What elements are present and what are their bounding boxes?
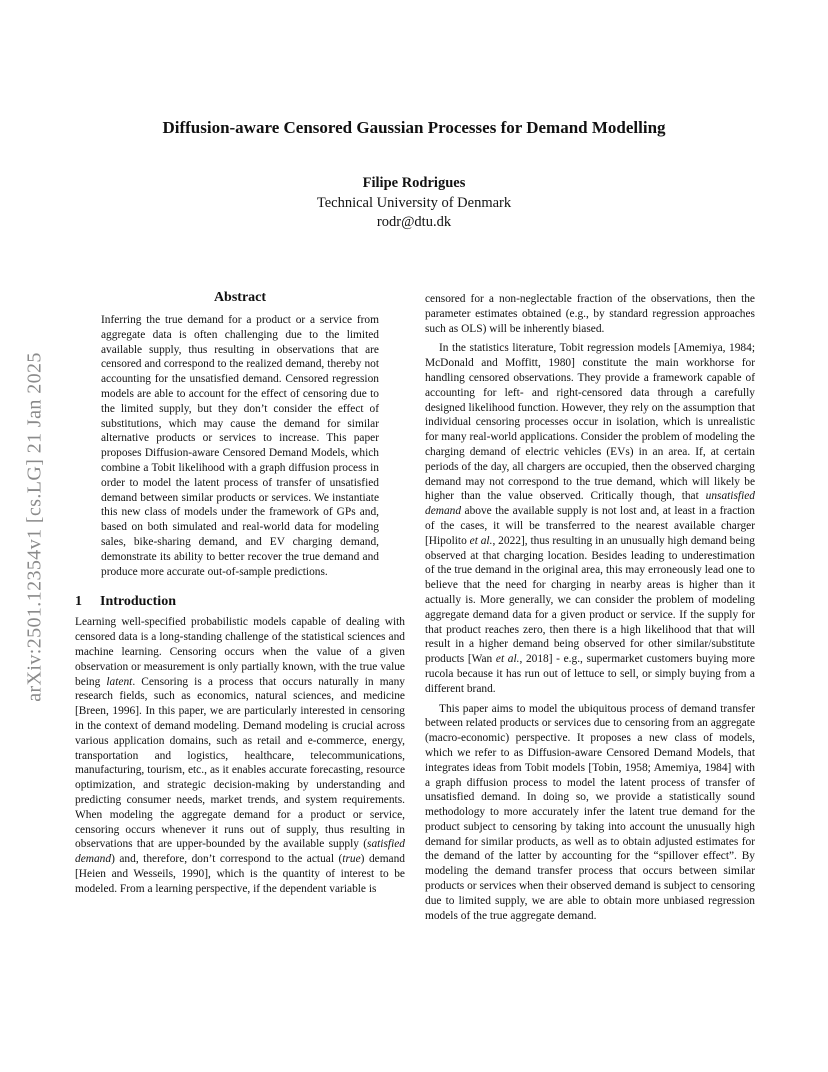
section-heading-introduction bbox=[75, 594, 405, 610]
intro-paragraph-3: This paper aims to model the ubiquitous process of demand transfer between related products or services due to censoring from an aggregate (macro-economic) perspective. It proposes a new class of models, which we refer to as Diffusion-aware Censored Demand Models, that integrates ideas from Tobit models [Tobin, 1958; Amemiya, 1984] with a graph diffusion process to model the latent process of transfer of unsatisfied demand. In doing so, we provide a statistically sound methodology to more accurately infer the latent true demand for the product subject to censoring by taking into account the unusually high demand for similar products, as well as to obtain adjusted estimates for the demand of the latter by accounting for the “spillover effect”. By modeling the demand transfer process that occurs between similar products or services when their observed demand is subject to censoring due to limited supply, we are able to obtain more unbiased regression models of the true aggregate demand. bbox=[425, 702, 755, 922]
section-title: Introduction bbox=[100, 594, 176, 610]
author-name: Filipe Rodrigues bbox=[362, 175, 466, 191]
author-block bbox=[0, 174, 828, 233]
arxiv-stamp: arXiv:2501.12354v1 [cs.LG] 21 Jan 2025 bbox=[23, 352, 46, 702]
left-column bbox=[75, 290, 405, 896]
author-affiliation: Technical University of Denmark bbox=[316, 194, 512, 211]
intro-paragraph-1: Learning well-specified probabilistic models capable of dealing with censored data is a long-standing challenge of the statistical sciences and machine learning. Censoring occurs when the value of a given observation or measurement is only partially known, with the true value being latent. Censoring is a process that occurs naturally in many research fields, such as economics, natural sciences, and medicine [Breen, 1996]. In this paper, we are particularly interested in censoring in the context of demand modeling. Demand modeling is crucial across various application domains, such as retail and e-commerce, energy, transportation and logistics, healthcare, telecommunications, manufacturing, tourism, etc., as it enables accurate forecasting, resource optimization, and strategic decision-making by understanding and predicting consumer needs, market trends, and system requirements. When modeling the aggregate demand for a product or service, censoring occurs whenever it runs out of supply, thus resulting in observations that are upper-bounded by the available supply (satisfied demand) and, therefore, don’t correspond to the actual (true) demand [Heien and Wesseils, 1990], which is the quantity of interest to be modeled. From a learning perspective, if the dependent variable is bbox=[75, 616, 406, 895]
emphasis-latent: latent bbox=[106, 675, 133, 688]
abstract-heading: Abstract bbox=[213, 290, 267, 305]
intro-paragraph-1-continued: censored for a non-neglectable fraction of the observations, then the parameter estimates obtained (e.g., by standard regression approaches such as OLS) will be inherently biased. bbox=[425, 293, 755, 335]
emphasis-unsatisfied-demand: unsatisfied demand bbox=[425, 490, 755, 518]
section-number: 1 bbox=[75, 594, 82, 610]
paper-title: Diffusion-aware Censored Gaussian Processes for Demand Modelling bbox=[162, 118, 666, 137]
citation-et-al: et al. bbox=[495, 653, 520, 666]
intro-paragraph-2: In the statistics literature, Tobit regression models [Amemiya, 1984; McDonald and Moffitt, 1980] constitute the main workhorse for handling censored observations. They provide a framework capable of accounting for left- and right-censored data through a carefully designed likelihood function. However, they rely on the assumption that individual censoring processes occur in isolation, which is unrealistic for many real-world applications. Consider the problem of modeling the charging demand of electric vehicles (EVs) in an area. If, at certain periods of the day, all chargers are occupied, then the observed charging demand may not correspond to the true demand, which will likely be higher than the value observed. Critically though, that unsatisfied demand above the available supply is not lost and, at least in a fraction of the cases, it will be transferred to the nearest available charger [Hipolito et al., 2022], thus resulting in an unusually high demand being observed at that charging location. Besides leading to underestimation of the true demand in the original area, this may erroneously lead one to believe that the need for charging in nearby areas is higher than it actually is. More generally, we can consider the problem of modeling aggregate demand data for a given product or service. If the supply for that product reaches zero, then there is a high likelihood that that will result in a higher demand being observed for other similar/substitute products [Wan et al., 2018] - e.g., supermarket customers buying more rucola because it has run out of lettuce to sell, or simply buying from a different brand. bbox=[425, 342, 755, 695]
right-column bbox=[425, 292, 755, 923]
author-email: rodr@dtu.dk bbox=[376, 214, 452, 230]
emphasis-satisfied-demand: satisfied demand bbox=[75, 838, 405, 866]
arxiv-sidebar bbox=[24, 292, 46, 762]
abstract-text: Inferring the true demand for a product or a service from aggregate data is often challenging due to the limited available supply, thus resulting in observations that are censored and correspond to the realized demand, thereby not accounting for the unsatisfied demand. Censored regression models are able to account for the effect of censoring due to the limited supply, but they don’t consider the effect of substitutions, which may cause the demand for similar alternative products or services to increase. This paper proposes Diffusion-aware Censored Demand Models, which combine a Tobit likelihood with a graph diffusion process in order to model the latent process of transfer of unsatisfied demand between similar products or services. We instantiate this new class of models under the framework of GPs and, based on both simulated and real-world data for modeling sales, bike-sharing demand, and EV charging demand, demonstrate its ability to better recover the true demand and produce more accurate out-of-sample predictions. bbox=[101, 314, 379, 578]
emphasis-true: true bbox=[342, 853, 361, 866]
citation-et-al: et al. bbox=[469, 534, 493, 547]
